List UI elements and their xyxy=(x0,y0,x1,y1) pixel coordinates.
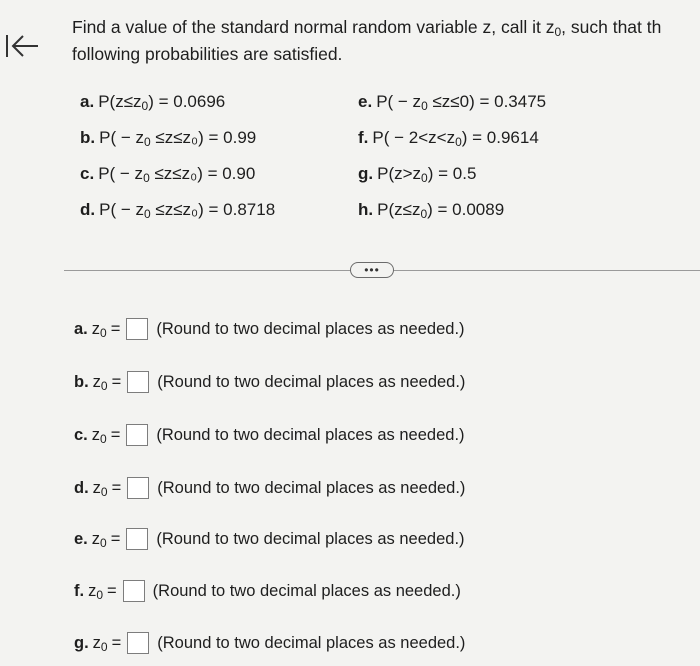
problem-value: ≤z≤z₀) = 0.90 xyxy=(149,164,256,183)
answer-hint: (Round to two decimal places as needed.) xyxy=(157,478,466,497)
answer-var xyxy=(92,530,107,549)
problem-letter: g. xyxy=(358,164,374,183)
problem-sub: 0 xyxy=(421,99,428,113)
answer-hint: (Round to two decimal places as needed.) xyxy=(157,372,466,391)
answer-row-d xyxy=(74,474,465,502)
question-line1: Find a value of the standard normal random variable z, call it z xyxy=(72,17,555,37)
problem-a xyxy=(80,92,225,112)
problem-letter: e. xyxy=(358,92,373,111)
problem-expr: P(z>z xyxy=(377,164,422,183)
answer-var-z: z xyxy=(91,319,101,338)
answer-hint: (Round to two decimal places as needed.) xyxy=(157,633,466,652)
answer-input-c[interactable] xyxy=(126,424,148,446)
answer-letter: a. xyxy=(74,319,88,338)
answer-var xyxy=(88,582,103,601)
question-line1-end: , such that th xyxy=(561,17,662,37)
answer-letter: b. xyxy=(74,372,89,391)
problem-e xyxy=(358,92,546,112)
problem-expr: P(z≤z xyxy=(98,92,142,111)
answer-equals: = xyxy=(111,478,122,497)
problem-sub: 0 xyxy=(420,207,428,221)
answer-var-sub: 0 xyxy=(100,325,107,340)
problem-c xyxy=(80,164,255,184)
answer-var-z: z xyxy=(92,633,101,652)
answer-letter: d. xyxy=(74,478,89,497)
answer-equals: = xyxy=(110,529,121,548)
problem-letter: d. xyxy=(80,200,96,219)
answer-letter: g. xyxy=(74,633,89,652)
problem-expr: P( − z xyxy=(99,128,144,147)
problem-letter: f. xyxy=(358,128,369,147)
answer-var xyxy=(93,634,108,653)
answer-var-z: z xyxy=(92,478,101,497)
answer-var-sub: 0 xyxy=(100,484,108,499)
answer-row-c xyxy=(74,421,465,449)
answer-var-sub: 0 xyxy=(100,639,108,654)
problem-sub: 0 xyxy=(143,171,150,185)
answer-var-sub: 0 xyxy=(100,535,107,550)
answer-row-a xyxy=(74,315,465,343)
answer-letter: c. xyxy=(74,425,88,444)
answer-letter: e. xyxy=(74,529,88,548)
answer-var-z: z xyxy=(88,581,97,600)
answer-letter: f. xyxy=(74,581,85,600)
answer-row-e xyxy=(74,525,465,553)
answer-equals: = xyxy=(107,581,117,600)
answer-var-sub: 0 xyxy=(96,587,104,602)
problem-sub: 0 xyxy=(141,99,149,113)
problem-value: ) = 0.0696 xyxy=(148,92,226,111)
answer-hint: (Round to two decimal places as needed.) xyxy=(152,581,461,600)
problem-b xyxy=(80,128,256,148)
problem-value: ) = 0.9614 xyxy=(461,128,539,147)
answer-var-sub: 0 xyxy=(100,378,108,393)
answer-input-a[interactable] xyxy=(126,318,148,340)
problem-expr: P( − z xyxy=(376,92,422,111)
answer-var-sub: 0 xyxy=(100,431,107,446)
answer-input-f[interactable] xyxy=(123,580,145,602)
problem-letter: c. xyxy=(80,164,95,183)
problem-value: ≤z≤0) = 0.3475 xyxy=(427,92,547,111)
answer-equals: = xyxy=(110,425,121,444)
problem-value: ) = 0.5 xyxy=(427,164,477,183)
question-sub: 0 xyxy=(554,25,562,39)
problem-letter: b. xyxy=(80,128,96,147)
problem-sub: 0 xyxy=(455,135,462,149)
problem-sub: 0 xyxy=(143,207,151,221)
problem-d xyxy=(80,200,275,220)
answer-input-g[interactable] xyxy=(127,632,149,654)
answer-input-d[interactable] xyxy=(127,477,149,499)
problem-value: ) = 0.0089 xyxy=(427,200,505,219)
problem-expr: P( − z xyxy=(98,164,144,183)
problem-sub: 0 xyxy=(421,171,428,185)
answer-row-b xyxy=(74,368,465,396)
problem-f xyxy=(358,128,539,148)
problem-value: ≤z≤z₀) = 0.99 xyxy=(150,128,257,147)
answer-var xyxy=(93,479,108,498)
answer-var xyxy=(93,373,108,392)
answer-var-z: z xyxy=(92,372,101,391)
problem-value: ≤z≤z₀) = 0.8718 xyxy=(150,200,276,219)
problem-expr: P( − 2<z<z xyxy=(372,128,456,147)
problem-sub: 0 xyxy=(143,135,151,149)
answer-row-f xyxy=(74,577,461,605)
question-line2: following probabilities are satisfied. xyxy=(72,44,343,64)
answer-input-b[interactable] xyxy=(127,371,149,393)
more-options-button[interactable]: ••• xyxy=(350,262,394,278)
answer-hint: (Round to two decimal places as needed.) xyxy=(156,425,465,444)
answer-input-e[interactable] xyxy=(126,528,148,550)
problem-letter: a. xyxy=(80,92,95,111)
problem-g xyxy=(358,164,476,184)
answer-hint: (Round to two decimal places as needed.) xyxy=(156,319,465,338)
question-text xyxy=(72,14,700,68)
problem-h xyxy=(358,200,504,220)
answer-hint: (Round to two decimal places as needed.) xyxy=(156,529,465,548)
answer-var xyxy=(92,320,107,339)
problem-letter: h. xyxy=(358,200,374,219)
answer-var-z: z xyxy=(91,425,101,444)
back-arrow-icon[interactable] xyxy=(4,33,40,59)
answer-equals: = xyxy=(110,319,121,338)
answer-row-g xyxy=(74,629,465,657)
answer-equals: = xyxy=(111,372,122,391)
problem-expr: P( − z xyxy=(99,200,144,219)
answer-var xyxy=(92,426,107,445)
problem-expr: P(z≤z xyxy=(377,200,421,219)
answer-var-z: z xyxy=(91,529,101,548)
answer-equals: = xyxy=(111,633,122,652)
